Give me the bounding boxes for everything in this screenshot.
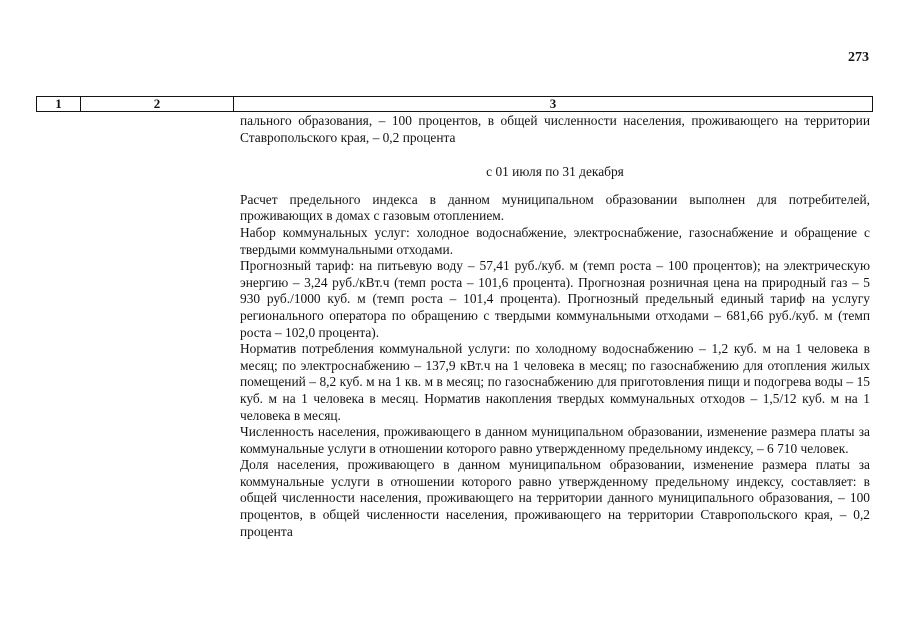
section-title: с 01 июля по 31 декабря [486,164,624,180]
column-header-3: 3 [549,96,557,111]
page-number: 273 [848,50,869,65]
paragraph-services-set: Набор коммунальных услуг: холодное водоснабжение, электроснабжение, газоснабжение и обращение с твердыми коммунальными отходами. [240,224,870,257]
column-header-2: 2 [81,97,234,111]
paragraph-population-share: Доля населения, проживающего в данном муниципальном образовании, изменение размера платы за коммунальные услуги в отношении которого равно утвержденному предельному индексу, составляет: в общей численности населения, проживающего на территории данного муниципального образования, – 100 процентов, в общей численности населения, проживающего на территории Ставропольского края, – 0,2 процента [240,457,870,539]
table-column-header [36,96,873,112]
paragraph-heating-basis: Расчет предельного индекса в данном муниципальном образовании выполнен для потребителей, проживающих в домах с газовым отоплением. [240,191,870,224]
column-header-1: 1 [37,97,81,111]
paragraph-tariffs: Прогнозный тариф: на питьевую воду – 57,41 руб./куб. м (темп роста – 100 процентов); на электрическую энергию – 3,24 руб./кВт.ч (темп роста – 101,6 процента). Прогнозная розничная цена на природный газ – 5 930 руб./1000 куб. м (темп роста – 101,4 процента). Прогнозный предельный единый тариф на услугу регионального оператора по обращению с твердыми коммунальными отходами – 681,66 руб./куб. м (темп роста – 102,0 процента). [240,258,870,340]
continuation-paragraph: пального образования, – 100 процентов, в общей численности населения, проживающего на территории Ставропольского края, – 0,2 процента [240,113,870,145]
paragraph-consumption-norms: Норматив потребления коммунальной услуги: по холодному водоснабжению – 1,2 куб. м на 1 человека в месяц; по электроснабжению – 137,9 кВт.ч на 1 человека в месяц; по газоснабжению для отопления жилых помещений – 8,2 куб. м на 1 кв. м в месяц; по газоснабжению для приготовления пищи и подогрева воды – 15 куб. м на 1 человека в месяц. Норматив накопления твердых коммунальных отходов – 1,5/12 куб. м на 1 человека в месяц. [240,341,870,423]
document-body [240,113,870,540]
paragraph-population-count: Численность населения, проживающего в данном муниципальном образовании, изменение размера платы за коммунальные услуги в отношении которого равно утвержденному предельному индексу, – 6 710 человек. [240,424,870,456]
